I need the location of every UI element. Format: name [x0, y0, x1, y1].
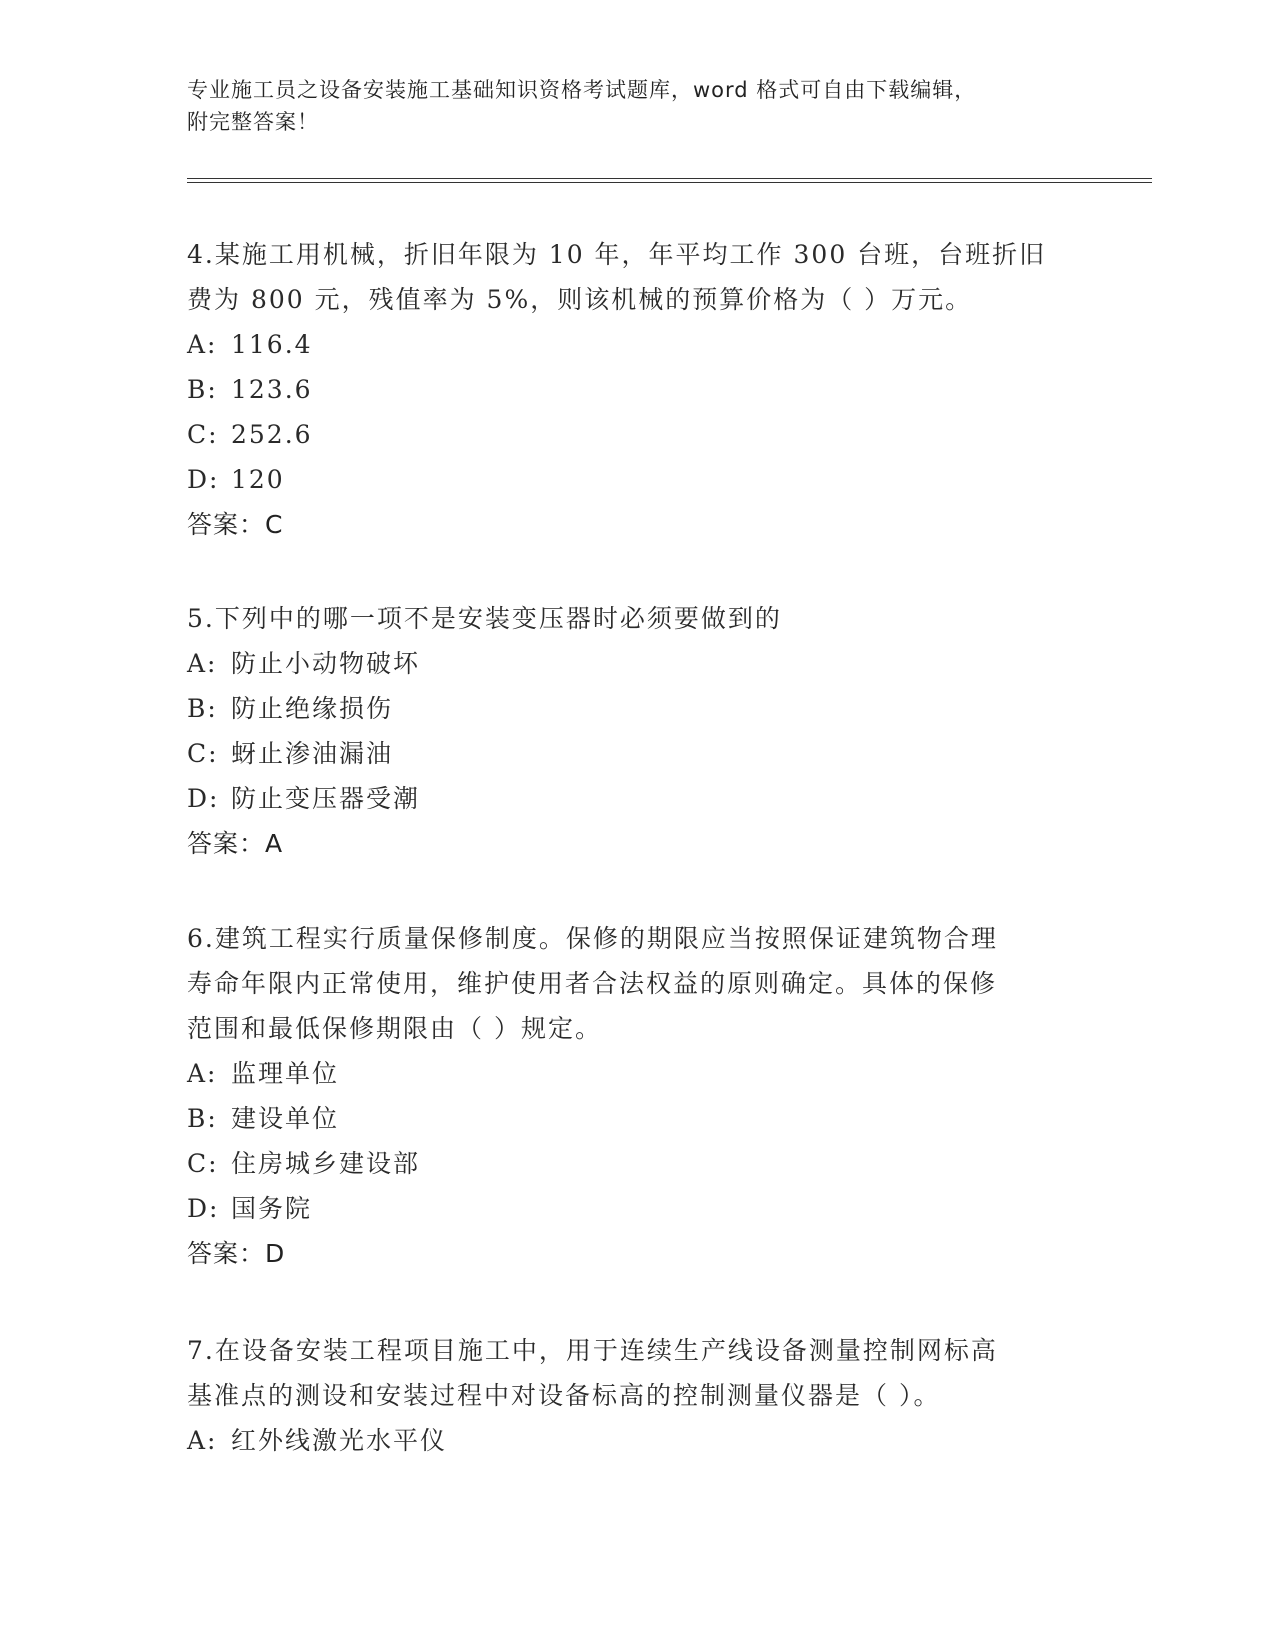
option-letter: B: — [187, 694, 218, 723]
option-letter: C: — [187, 1149, 219, 1178]
header-line-1: 专业施工员之设备安装施工基础知识资格考试题库，word 格式可自由下载编辑， — [187, 78, 977, 102]
option-a — [187, 1418, 1067, 1463]
question-stem-line: 6.建筑工程实行质量保修制度。保修的期限应当按照保证建筑物合理 — [187, 924, 998, 953]
option-b — [187, 1096, 1067, 1141]
question-5 — [187, 596, 1067, 867]
option-text: 红外线激光水平仪 — [231, 1426, 448, 1455]
option-c — [187, 412, 1067, 457]
option-text: 住房城乡建设部 — [231, 1149, 421, 1178]
option-letter: B: — [187, 1104, 218, 1133]
option-text: 防止绝缘损伤 — [231, 694, 394, 723]
answer-line: 答案：C — [187, 510, 284, 539]
question-stem-line: 7.在设备安装工程项目施工中，用于连续生产线设备测量控制网标高 — [187, 1336, 998, 1365]
option-text: 建设单位 — [231, 1104, 340, 1133]
option-d — [187, 776, 1067, 821]
option-text: 防止变压器受潮 — [231, 784, 421, 813]
option-c — [187, 1141, 1067, 1186]
answer-line: 答案：A — [187, 829, 284, 858]
option-b — [187, 367, 1067, 412]
document-header — [187, 74, 1067, 138]
option-text: 252.6 — [231, 420, 313, 449]
option-letter: A: — [187, 1059, 218, 1088]
option-letter: C: — [187, 420, 219, 449]
option-letter: D: — [187, 784, 220, 813]
option-b — [187, 686, 1067, 731]
option-text: 116.4 — [231, 330, 313, 359]
header-divider-top — [187, 178, 1152, 179]
answer-line: 答案：D — [187, 1239, 286, 1268]
option-a — [187, 641, 1067, 686]
option-c — [187, 731, 1067, 776]
option-a — [187, 1051, 1067, 1096]
option-letter: B: — [187, 375, 218, 404]
option-d — [187, 457, 1067, 502]
option-text: 防止小动物破坏 — [231, 649, 421, 678]
option-text: 123.6 — [231, 375, 313, 404]
question-stem-line: 基准点的测设和安装过程中对设备标高的控制测量仪器是（ ）。 — [187, 1381, 941, 1410]
question-stem-line: 费为 800 元，残值率为 5%，则该机械的预算价格为（ ）万元。 — [187, 285, 973, 314]
question-stem-line: 5.下列中的哪一项不是安装变压器时必须要做到的 — [187, 604, 782, 633]
question-stem-line: 寿命年限内正常使用，维护使用者合法权益的原则确定。具体的保修 — [187, 969, 998, 998]
option-d — [187, 1186, 1067, 1231]
question-7 — [187, 1328, 1067, 1463]
question-stem-line: 范围和最低保修期限由（ ）规定。 — [187, 1014, 602, 1043]
option-letter: D: — [187, 1194, 220, 1223]
option-a — [187, 322, 1067, 367]
option-text: 120 — [231, 465, 285, 494]
option-text: 蚜止渗油漏油 — [231, 739, 394, 768]
header-divider-bottom — [187, 182, 1152, 183]
question-stem-line: 4.某施工用机械，折旧年限为 10 年，年平均工作 300 台班，台班折旧 — [187, 240, 1047, 269]
option-letter: A: — [187, 330, 218, 359]
option-text: 国务院 — [231, 1194, 313, 1223]
question-4 — [187, 232, 1067, 548]
option-letter: A: — [187, 1426, 218, 1455]
header-line-2: 附完整答案！ — [187, 110, 319, 134]
option-letter: A: — [187, 649, 218, 678]
option-letter: D: — [187, 465, 220, 494]
option-letter: C: — [187, 739, 219, 768]
option-text: 监理单位 — [231, 1059, 340, 1088]
question-6 — [187, 916, 1067, 1277]
